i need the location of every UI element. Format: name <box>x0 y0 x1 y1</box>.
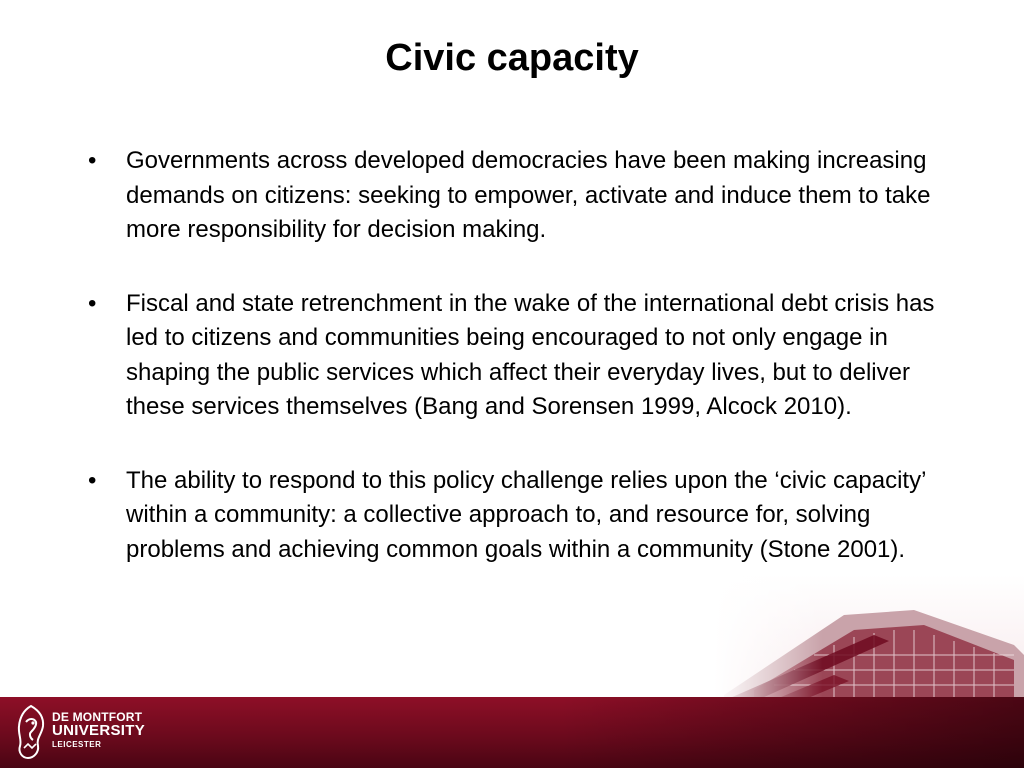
bullet-marker: • <box>88 147 97 174</box>
logo-wordmark <box>52 710 145 752</box>
lion-crest-icon <box>14 704 48 760</box>
bullet-text: The ability to respond to this policy challenge relies upon the ‘civic capacity’ within a community: a collective approach to, and resource for, solving problems and achieving common goals within a community (Stone 2001). <box>126 466 926 563</box>
bullet-item <box>88 287 968 425</box>
slide-title: Civic capacity <box>385 37 639 79</box>
logo-line-university: UNIVERSITY <box>52 722 146 739</box>
logo-line-leicester: LEICESTER <box>52 740 102 749</box>
university-logo <box>14 704 174 762</box>
bullet-text: Fiscal and state retrenchment in the wake of the international debt crisis has led to citizens and communities being encouraged to not only engage in shaping the public services which affect their everyday lives, but to deliver these services themselves (Bang and Sorensen 1999, Alcock 2010). <box>126 289 935 420</box>
logo-line-de-montfort: DE MONTFORT <box>52 710 143 724</box>
bullet-marker: • <box>88 289 97 317</box>
bullet-item <box>88 144 968 248</box>
bullet-item <box>88 464 968 568</box>
footer-shade <box>560 697 1024 768</box>
bullet-marker: • <box>88 466 97 494</box>
bullet-list <box>88 144 968 606</box>
bullet-text: Governments across developed democracies have been making increasing demands on citizens: seeking to empower, activate and induce them to take more responsibility for decision making. <box>126 147 931 243</box>
